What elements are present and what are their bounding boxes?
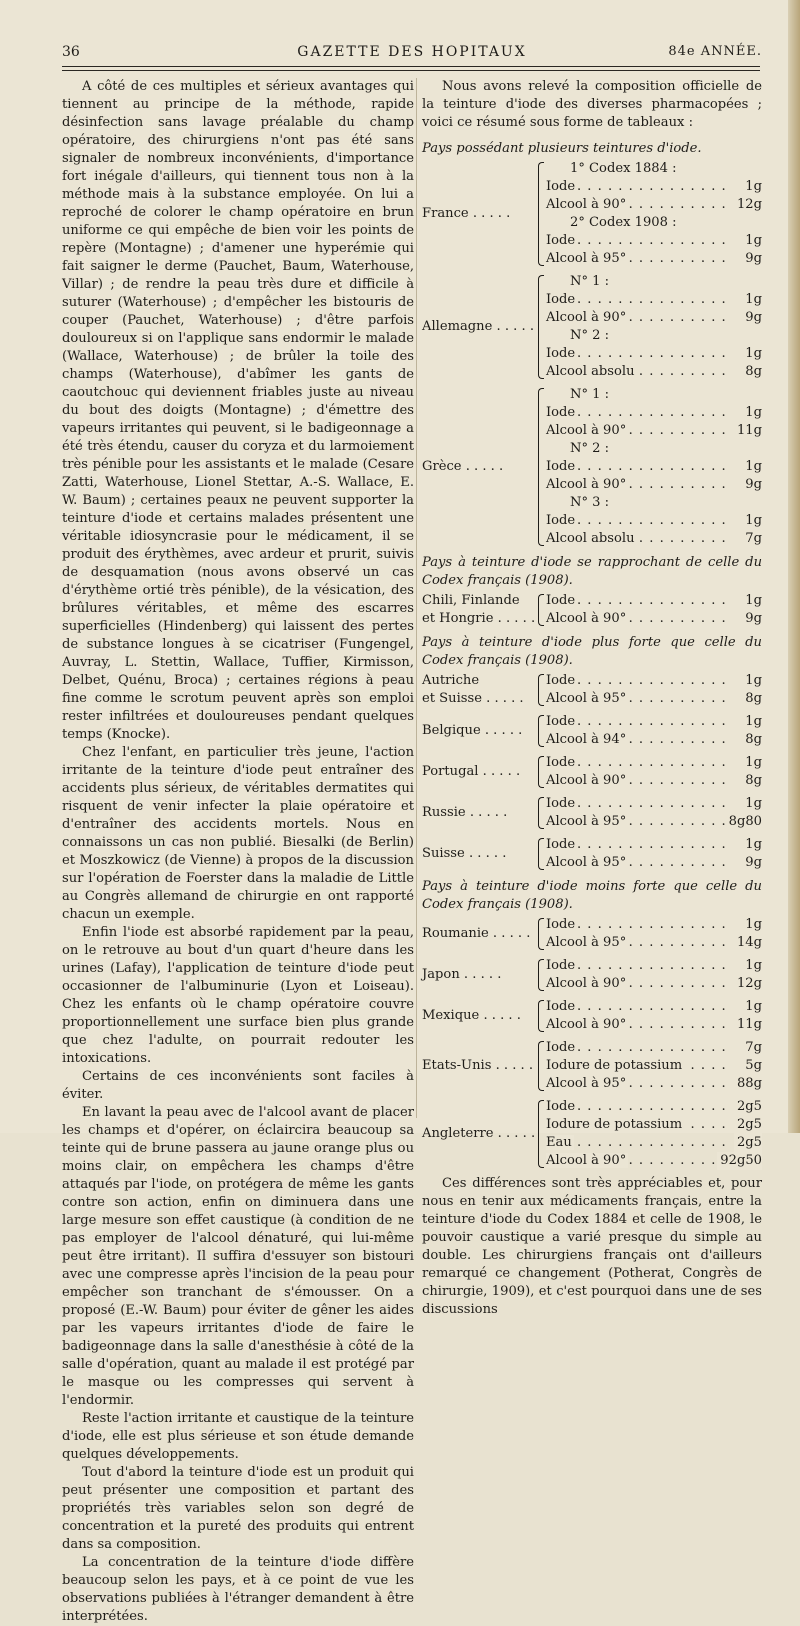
ingredient-quantity: 1g	[742, 998, 762, 1016]
ingredient-quantity: 11g	[734, 1016, 762, 1034]
country-label	[422, 205, 510, 223]
ingredient-quantity: 2g5	[734, 1134, 762, 1152]
ingredient-name: Iode	[546, 837, 576, 852]
ingredient-quantity: 8g	[742, 363, 762, 381]
ingredient-name: Iode	[546, 593, 576, 608]
brace	[538, 674, 544, 706]
table-row	[546, 422, 762, 440]
ingredient-name: Alcool absolu	[546, 364, 635, 379]
table-row	[546, 610, 762, 628]
running-header	[62, 44, 762, 64]
paragraph: A côté de ces multiples et sérieux avantages qui tiennent au principe de la méthode, rapide désinfection sans lavage préalable du champ opératoire, des chirurgiens n'ont pas été sans signaler de nombreux inconvénients, d'importance fort inégale d'ailleurs, qui tiennent tous non à la méthode mais à la substance employée. On lui a reproché de colorer le champ opératoire en brun uniforme ce qui empêche de bien voir les points de repère (Montagne) ; d'amener une hyperémie qui fait saigner le derme (Pauchet, Baum, Waterhouse, Villar) ; de rendre la peau très dure et difficile à suturer (Waterhouse) ; d'empêcher les bistouris de couper (Pauchet, Waterhouse) ; d'être parfois douloureux si on l'applique sans endormir le malade (Wallace, Waterhouse) ; de brûler la toile des champs (Waterhouse), d'abîmer les gants de caoutchouc qui deviennent friables juste au niveau du bout des doigts (Montagne) ; d'émettre des vapeurs irritantes qui peuvent, si le badigeonnage a été très étendu, causer du coryza et du larmoiement très pénible pour les assistants et le malade (Cesare Zatti, Waterhouse, Lionel Stettar, A.-S. Wallace, E. W. Baum) ; certaines peaux ne peuvent supporter la teinture d'iode et certains malades présentent une véritable idiosyncrasie pour le médicament, il se produit des érythèmes, avec ardeur et prurit, suivis de desquamation (nous avons observé un cas d'érythème ortié très pénible), de la vésication, des brûlures véritables, et même des escarres superficielles (Hindenberg) qui laissent des pertes de substance longues à se cicatriser (Fungengel, Auvray, L. Stettin, Wallace, Tuffier, Kirmisson, Delbet, Quénu, Broca) ; certaines régions à peau fine comme le scrotum peuvent après son emploi rester infiltrées et douloureuses pendant quelques temps (Knocke).	[62, 79, 414, 742]
table-row	[546, 1134, 762, 1152]
country-label	[422, 804, 507, 822]
country-label-line: France . . . . .	[422, 206, 511, 221]
country-label	[422, 1125, 535, 1143]
page-edge	[788, 0, 800, 1133]
table-row	[546, 404, 762, 422]
ingredient-quantity: 92g50	[717, 1152, 762, 1170]
ingredient-name: Iode	[546, 292, 576, 307]
table-row	[546, 957, 762, 975]
country-label	[422, 925, 530, 943]
brace	[538, 959, 544, 991]
country-group	[422, 273, 762, 381]
country-group	[422, 160, 762, 268]
ingredient-name: Alcool à 95°	[546, 814, 627, 829]
country-label-line: Chili, Finlande	[422, 593, 520, 608]
ingredient-name: Alcool à 90°	[546, 477, 627, 492]
header-rule-double	[62, 70, 760, 71]
ingredient-quantity: 14g	[734, 934, 762, 952]
ingredient-quantity: 12g	[734, 975, 762, 993]
page-number: 36	[62, 44, 80, 60]
country-label-line: Autriche	[422, 673, 480, 688]
paragraph: Chez l'enfant, en particulier très jeune, l'action irritante de la teinture d'iode peut entraîner des accidents plus sérieux, de véritables dermatites qui risquent de venir infecter la plaie opératoire et d'entraîner des accidents mortels. Nous en connaissons un cas non publié. Biesalki (de Berlin) et Moszkowicz (de Vienne) à propos de la discussion sur l'opération de Foerster dans la maladie de Little au Congrès allemand de chirurgie en ont rapporté chacun un exemple.	[62, 745, 414, 922]
table-title: Pays à teinture d'iode plus forte que celle du Codex français (1908).	[422, 635, 762, 668]
brace	[538, 1100, 544, 1168]
table-row	[546, 916, 762, 934]
issue-year: 84e ANNÉE.	[668, 44, 762, 59]
ingredient-name: Iode	[546, 673, 576, 688]
pharmacopoeia-tables	[422, 140, 762, 1170]
closing-paragraph: Ces différences sont très appréciables et, pour nous en tenir aux médicaments français, entre la teinture d'iode du Codex 1884 et celle de 1908, le pouvoir caustique a varié presque du simple au double. Les chirurgiens français ont d'ailleurs remarqué ce changement (Potherat, Congrès de chirurgie, 1909), et c'est pourquoi dans une de ses discussions	[422, 1176, 762, 1317]
ingredient-name: Iode	[546, 917, 576, 932]
ingredient-quantity: 1g	[742, 836, 762, 854]
ingredient-name: Alcool à 90°	[546, 1153, 627, 1168]
ingredient-name: Iode	[546, 1099, 576, 1114]
ingredient-quantity: 12g	[734, 196, 762, 214]
country-group	[422, 795, 762, 831]
ingredient-quantity: 2g5	[734, 1116, 762, 1134]
country-group	[422, 592, 762, 628]
country-label	[422, 722, 522, 740]
ingredient-quantity: 1g	[742, 916, 762, 934]
ingredient-name: Iode	[546, 405, 576, 420]
brace	[538, 756, 544, 788]
country-group	[422, 1098, 762, 1170]
ingredient-quantity: 9g	[742, 610, 762, 628]
brace	[538, 797, 544, 829]
ingredient-name: Alcool à 94°	[546, 732, 627, 747]
table-row	[546, 1116, 762, 1134]
ingredient-quantity: 8g80	[726, 813, 762, 831]
country-label	[422, 966, 501, 984]
country-group	[422, 916, 762, 952]
header-rule	[62, 66, 760, 67]
table-title: Pays à teinture d'iode se rapprochant de celle du Codex français (1908).	[422, 555, 762, 588]
table-row	[546, 854, 762, 872]
table-row	[546, 1075, 762, 1093]
table-row	[546, 713, 762, 731]
table-row	[546, 1057, 762, 1075]
country-label-line: Roumanie . . . . .	[422, 926, 531, 941]
brace	[538, 918, 544, 950]
brace	[538, 594, 544, 626]
ingredient-quantity: 9g	[742, 309, 762, 327]
ingredient-quantity: 1g	[742, 672, 762, 690]
country-label-line: Belgique . . . . .	[422, 723, 523, 738]
ingredient-quantity: 1g	[742, 178, 762, 196]
country-label-line: Allemagne . . . . .	[422, 319, 534, 334]
ingredient-quantity: 7g	[742, 1039, 762, 1057]
country-group	[422, 713, 762, 749]
ingredient-quantity: 1g	[742, 592, 762, 610]
ingredient-name: Alcool à 90°	[546, 976, 627, 991]
table-subheading: N° 3 :	[570, 495, 610, 510]
ingredient-quantity: 9g	[742, 476, 762, 494]
brace	[538, 275, 544, 379]
country-group	[422, 836, 762, 872]
country-label	[422, 763, 520, 781]
table-row	[546, 250, 762, 268]
ingredient-name: Iodure de potassium	[546, 1058, 683, 1073]
ingredient-name: Alcool à 90°	[546, 197, 627, 212]
brace	[538, 715, 544, 747]
country-label	[422, 1007, 521, 1025]
table-row	[546, 1016, 762, 1034]
country-label	[422, 672, 524, 708]
ingredient-quantity: 1g	[742, 291, 762, 309]
country-label	[422, 592, 535, 628]
country-group	[422, 1039, 762, 1093]
table-row	[546, 232, 762, 250]
country-label	[422, 318, 534, 336]
country-label-line: Angleterre . . . . .	[422, 1126, 536, 1141]
country-label-line: Portugal . . . . .	[422, 764, 521, 779]
ingredient-quantity: 1g	[742, 404, 762, 422]
ingredient-quantity: 8g	[742, 731, 762, 749]
table-row	[546, 672, 762, 690]
table-row	[546, 836, 762, 854]
ingredient-name: Iode	[546, 958, 576, 973]
table-subheading: N° 1 :	[570, 274, 610, 289]
ingredient-name: Alcool à 90°	[546, 310, 627, 325]
table-row	[546, 731, 762, 749]
table-row	[546, 476, 762, 494]
country-group	[422, 754, 762, 790]
ingredient-quantity: 1g	[742, 345, 762, 363]
ingredient-name: Eau	[546, 1135, 572, 1150]
ingredient-quantity: 9g	[742, 250, 762, 268]
country-group	[422, 386, 762, 548]
ingredient-name: Iode	[546, 714, 576, 729]
table-row	[546, 934, 762, 952]
table-subheading: N° 2 :	[570, 441, 610, 456]
table-title: Pays possédant plusieurs teintures d'iode.	[422, 141, 702, 156]
table-subheading: N° 1 :	[570, 387, 610, 402]
ingredient-quantity: 88g	[734, 1075, 762, 1093]
table-row	[546, 975, 762, 993]
ingredient-quantity: 7g	[742, 530, 762, 548]
ingredient-name: Alcool à 95°	[546, 1076, 627, 1091]
table-subheading: 2° Codex 1908 :	[570, 215, 677, 230]
ingredient-name: Alcool à 95°	[546, 691, 627, 706]
table-row	[546, 1098, 762, 1116]
country-label	[422, 1057, 533, 1075]
table-row	[546, 291, 762, 309]
country-label-line: et Hongrie . . . . .	[422, 611, 536, 626]
table-row	[546, 1152, 762, 1170]
country-group	[422, 957, 762, 993]
table-row	[546, 530, 762, 548]
ingredient-quantity: 8g	[742, 772, 762, 790]
ingredient-name: Iode	[546, 999, 576, 1014]
country-group	[422, 672, 762, 708]
table-row	[546, 178, 762, 196]
paragraph: Tout d'abord la teinture d'iode est un produit qui peut présenter une composition et partant des propriétés très variables selon son degré de concentration et la pureté des produits qui entrent dans sa composition.	[62, 1465, 414, 1552]
paragraph: Reste l'action irritante et caustique de la teinture d'iode, elle est plus sérieuse et son étude demande quelques développements.	[62, 1411, 414, 1462]
paragraph: Enfin l'iode est absorbé rapidement par la peau, on le retrouve au bout d'un quart d'heure dans les urines (Lafay), l'application de teinture d'iode peut occasionner de l'albuminurie (Lyon et Loiseau). Chez les enfants où le champ opératoire couvre proportionnellement une surface bien plus grande que chez l'adulte, on pourrait redouter les intoxications.	[62, 925, 414, 1066]
table-row	[546, 1039, 762, 1057]
ingredient-quantity: 9g	[742, 854, 762, 872]
table-row	[546, 754, 762, 772]
ingredient-name: Iode	[546, 459, 576, 474]
table-row	[546, 592, 762, 610]
ingredient-name: Alcool à 90°	[546, 1017, 627, 1032]
ingredient-quantity: 1g	[742, 232, 762, 250]
table-row	[546, 998, 762, 1016]
paragraph: Certains de ces inconvénients sont faciles à éviter.	[62, 1069, 414, 1102]
country-group	[422, 998, 762, 1034]
country-label-line: et Suisse . . . . .	[422, 691, 524, 706]
ingredient-quantity: 11g	[734, 422, 762, 440]
table-row	[546, 512, 762, 530]
ingredient-quantity: 5g	[742, 1057, 762, 1075]
column-divider	[416, 78, 417, 1118]
country-label	[422, 458, 503, 476]
table-row	[546, 772, 762, 790]
brace	[538, 838, 544, 870]
country-label-line: Mexique . . . . .	[422, 1008, 521, 1023]
table-title: Pays à teinture d'iode moins forte que celle du Codex français (1908).	[422, 879, 762, 912]
table-row	[546, 309, 762, 327]
ingredient-quantity: 8g	[742, 690, 762, 708]
ingredient-name: Iode	[546, 796, 576, 811]
ingredient-name: Alcool à 90°	[546, 773, 627, 788]
table-row	[546, 795, 762, 813]
country-label-line: Japon . . . . .	[422, 967, 502, 982]
country-label-line: Russie . . . . .	[422, 805, 508, 820]
table-subheading: N° 2 :	[570, 328, 610, 343]
ingredient-quantity: 1g	[742, 458, 762, 476]
ingredient-name: Alcool à 90°	[546, 611, 627, 626]
country-label-line: Suisse . . . . .	[422, 846, 507, 861]
paragraph: La concentration de la teinture d'iode diffère beaucoup selon les pays, et à ce point de vue les observations publiées à l'étranger demandent à être interprétées.	[62, 1555, 414, 1624]
ingredient-quantity: 1g	[742, 957, 762, 975]
table-row	[546, 813, 762, 831]
ingredient-name: Iodure de potassium	[546, 1117, 683, 1132]
ingredient-name: Iode	[546, 513, 576, 528]
table-row	[546, 458, 762, 476]
brace	[538, 388, 544, 546]
ingredient-name: Alcool à 95°	[546, 855, 627, 870]
brace	[538, 1041, 544, 1091]
country-label-line: Grèce . . . . .	[422, 459, 504, 474]
brace	[538, 1000, 544, 1032]
ingredient-name: Alcool à 90°	[546, 423, 627, 438]
ingredient-name: Iode	[546, 179, 576, 194]
ingredient-name: Iode	[546, 755, 576, 770]
tables-intro: Nous avons relevé la composition officielle de la teinture d'iode des diverses pharmacopées ; voici ce résumé sous forme de tableaux :	[422, 79, 762, 130]
ingredient-name: Iode	[546, 1040, 576, 1055]
country-label	[422, 845, 506, 863]
table-row	[546, 363, 762, 381]
ingredient-name: Alcool absolu	[546, 531, 635, 546]
ingredient-quantity: 2g5	[734, 1098, 762, 1116]
brace	[538, 162, 544, 266]
journal-title: GAZETTE DES HOPITAUX	[297, 44, 527, 60]
country-label-line: Etats-Unis . . . . .	[422, 1058, 534, 1073]
ingredient-quantity: 1g	[742, 795, 762, 813]
ingredient-name: Alcool à 95°	[546, 935, 627, 950]
table-subheading: 1° Codex 1884 :	[570, 161, 677, 176]
ingredient-name: Iode	[546, 233, 576, 248]
ingredient-name: Alcool à 95°	[546, 251, 627, 266]
left-column	[62, 78, 414, 1626]
table-row	[546, 690, 762, 708]
ingredient-quantity: 1g	[742, 512, 762, 530]
ingredient-quantity: 1g	[742, 754, 762, 772]
ingredient-quantity: 1g	[742, 713, 762, 731]
paragraph: En lavant la peau avec de l'alcool avant de placer les champs et d'opérer, on éclaircira beaucoup sa teinte qui de brune passera au jaune orange plus ou moins clair, on empêchera les champs d'être attaqués par l'iode, on protégera de même les gants contre son action, enfin on diminuera dans une large mesure son effet caustique (à condition de ne pas employer de l'alcool dénaturé, qui lui-même peut être irritant). Il suffira d'essuyer son bistouri avec une compresse après l'incision de la peau pour empêcher son tranchant de s'émousser. On a proposé (E.-W. Baum) pour éviter de gêner les aides par les vapeurs irritantes d'iode de faire le badigeonnage dans la salle d'anesthésie à côté de la salle d'opération, quant au malade il est protégé par le masque ou les compresses qui servent à l'endormir.	[62, 1105, 414, 1408]
table-row	[546, 345, 762, 363]
ingredient-name: Iode	[546, 346, 576, 361]
table-row	[546, 196, 762, 214]
